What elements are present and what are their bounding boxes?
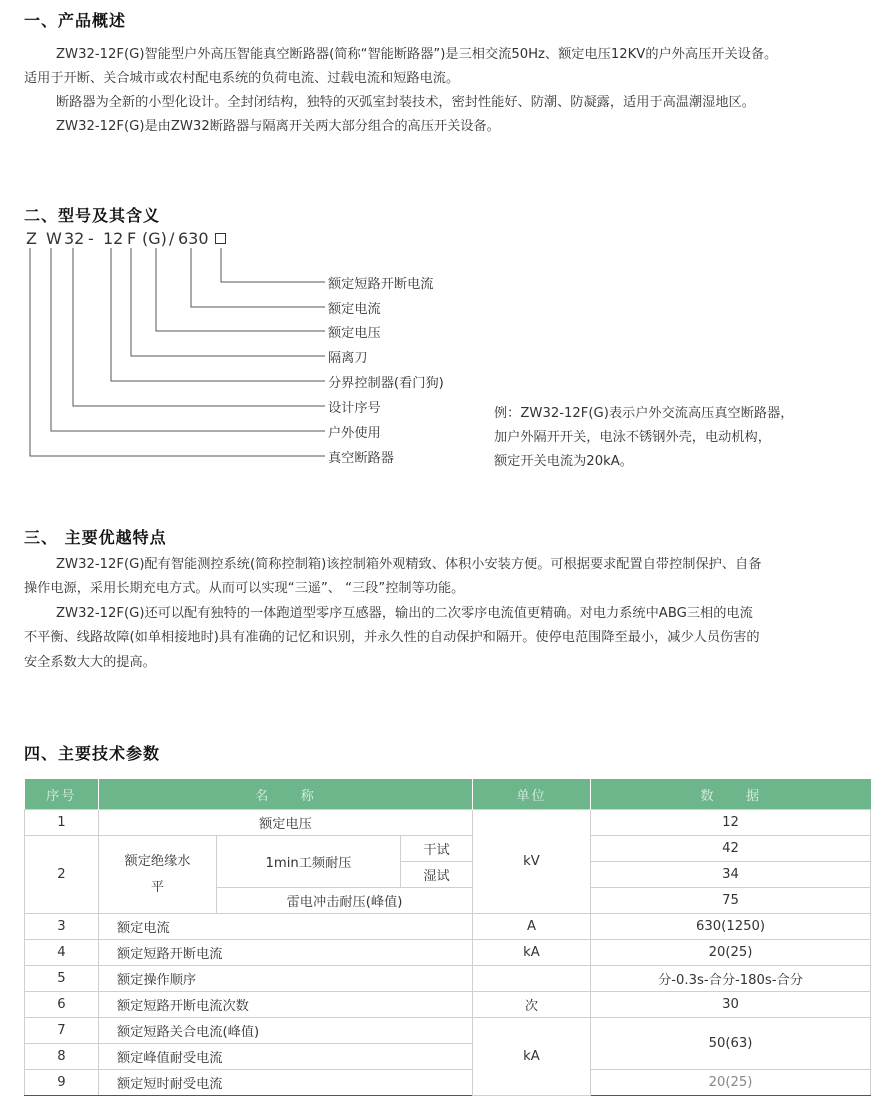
row-unit xyxy=(473,966,591,992)
row-group-name: 额定绝缘水平 xyxy=(99,836,217,914)
row-value: 42 xyxy=(591,836,871,862)
line-isolator xyxy=(131,248,325,356)
section-title-overview: 一、产品概述 xyxy=(24,11,127,30)
code-part-design: 32 xyxy=(64,229,85,248)
row-no: 4 xyxy=(25,940,99,966)
code-part-voltage: 12 xyxy=(103,229,124,248)
line-rated-voltage xyxy=(156,248,325,331)
row-value: 20(25) xyxy=(591,940,871,966)
row-value: 30 xyxy=(591,992,871,1018)
code-part-g: (G) xyxy=(142,229,167,248)
row-unit: kV xyxy=(473,810,591,914)
row-sub-name: 1min工频耐压 xyxy=(217,836,401,888)
label-vacuum: 真空断路器 xyxy=(328,451,394,466)
label-design-no: 设计序号 xyxy=(328,401,381,416)
row-name: 额定电压 xyxy=(99,810,473,836)
features-line-5: 安全系数大大的提高。 xyxy=(24,655,156,670)
row-name: 额定短路关合电流(峰值) xyxy=(99,1018,473,1044)
row-test-dry: 干试 xyxy=(401,836,473,862)
features-line-4: 不平衡、线路故障(如单相接地时)具有准确的记忆和识别，并永久性的自动保护和隔开。使停电范围降至最小，减少人员伤害的 xyxy=(24,630,760,645)
code-part-slash: / xyxy=(169,229,175,248)
row-value: 50(63) xyxy=(591,1018,871,1070)
row-value: 20(25) xyxy=(591,1070,871,1096)
row-value: 12 xyxy=(591,810,871,836)
line-vacuum xyxy=(30,248,325,456)
header-name: 名 称 xyxy=(99,779,473,810)
row-name: 额定电流 xyxy=(99,914,473,940)
header-unit: 单位 xyxy=(473,779,591,810)
row-unit: kA xyxy=(473,940,591,966)
line-breaking-current xyxy=(221,248,325,282)
section-title-model: 二、型号及其含义 xyxy=(24,206,161,225)
code-part-dash: - xyxy=(88,229,94,248)
row-name: 额定短路开断电流次数 xyxy=(99,992,473,1018)
row-unit: 次 xyxy=(473,992,591,1018)
table-row xyxy=(25,1018,871,1044)
code-part-w: W xyxy=(46,229,62,248)
code-part-f: F xyxy=(127,229,137,248)
row-unit: A xyxy=(473,914,591,940)
example-line-3: 额定开关电流为20kA。 xyxy=(494,454,633,469)
row-no: 6 xyxy=(25,992,99,1018)
example-line-1: 例：ZW32-12F(G)表示户外交流高压真空断路器， xyxy=(494,406,794,421)
line-outdoor xyxy=(51,248,325,431)
row-value: 34 xyxy=(591,862,871,888)
row-unit: kA xyxy=(473,1018,591,1096)
row-name: 额定操作顺序 xyxy=(99,966,473,992)
table-row xyxy=(25,1070,871,1096)
overview-line-1: ZW32-12F(G)智能型户外高压智能真空断路器(简称“智能断路器”)是三相交流50Hz、额定电压12KV的户外高压开关设备。 xyxy=(56,47,778,62)
row-value: 分-0.3s-合分-180s-合分 xyxy=(591,966,871,992)
code-part-current: 630 xyxy=(178,229,209,248)
row-value: 75 xyxy=(591,888,871,914)
features-line-1: ZW32-12F(G)配有智能测控系统(简称控制箱)该控制箱外观精致、体积小安装方便。可根据要求配置自带控制保护、自备 xyxy=(56,557,762,572)
features-line-3: ZW32-12F(G)还可以配有独特的一体跑道型零序互感器，输出的二次零序电流值更精确。对电力系统中ABG三相的电流 xyxy=(56,606,753,621)
table-row xyxy=(25,914,871,940)
row-name: 额定短路开断电流 xyxy=(99,940,473,966)
table-row xyxy=(25,836,871,862)
label-rated-current: 额定电流 xyxy=(328,302,381,317)
example-line-2: 加户外隔开开关，电泳不锈钢外壳，电动机构， xyxy=(494,430,771,445)
overview-line-4: ZW32-12F(G)是由ZW32断路器与隔离开关两大部分组合的高压开关设备。 xyxy=(56,119,500,134)
row-no: 8 xyxy=(25,1044,99,1070)
label-outdoor: 户外使用 xyxy=(328,426,381,441)
header-no: 序号 xyxy=(25,779,99,810)
row-no: 7 xyxy=(25,1018,99,1044)
row-name: 额定短时耐受电流 xyxy=(99,1070,473,1096)
table-row xyxy=(25,992,871,1018)
table-row xyxy=(25,940,871,966)
line-rated-current xyxy=(191,248,325,307)
label-breaking-current: 额定短路开断电流 xyxy=(328,277,434,292)
row-no: 1 xyxy=(25,810,99,836)
row-no: 2 xyxy=(25,836,99,914)
row-no: 3 xyxy=(25,914,99,940)
table-row xyxy=(25,810,871,836)
section-title-features: 三、 主要优越特点 xyxy=(24,528,167,547)
code-part-z: Z xyxy=(26,229,37,248)
row-test-wet: 湿试 xyxy=(401,862,473,888)
features-line-2: 操作电源，采用长期充电方式。从而可以实现“三遥”、 “三段”控制等功能。 xyxy=(24,581,465,596)
label-rated-voltage: 额定电压 xyxy=(328,326,381,341)
overview-line-3: 断路器为全新的小型化设计。全封闭结构，独特的灭弧室封装技术，密封性能好、防潮、防凝露，适用于高温潮湿地区。 xyxy=(56,95,755,110)
table-row xyxy=(25,966,871,992)
row-name: 额定峰值耐受电流 xyxy=(99,1044,473,1070)
row-no: 5 xyxy=(25,966,99,992)
technical-parameter-table xyxy=(24,779,871,1096)
label-isolator: 隔离刀 xyxy=(328,351,368,366)
overview-line-2: 适用于开断、关合城市或农村配电系统的负荷电流、过载电流和短路电流。 xyxy=(24,71,460,86)
row-impulse-name: 雷电冲击耐压(峰值) xyxy=(217,888,473,914)
row-value: 630(1250) xyxy=(591,914,871,940)
row-no: 9 xyxy=(25,1070,99,1096)
header-value: 数 据 xyxy=(591,779,871,810)
line-controller xyxy=(111,248,325,381)
section-title-params: 四、主要技术参数 xyxy=(24,744,161,763)
table-header-row xyxy=(25,779,871,810)
label-controller: 分界控制器(看门狗) xyxy=(328,376,444,391)
